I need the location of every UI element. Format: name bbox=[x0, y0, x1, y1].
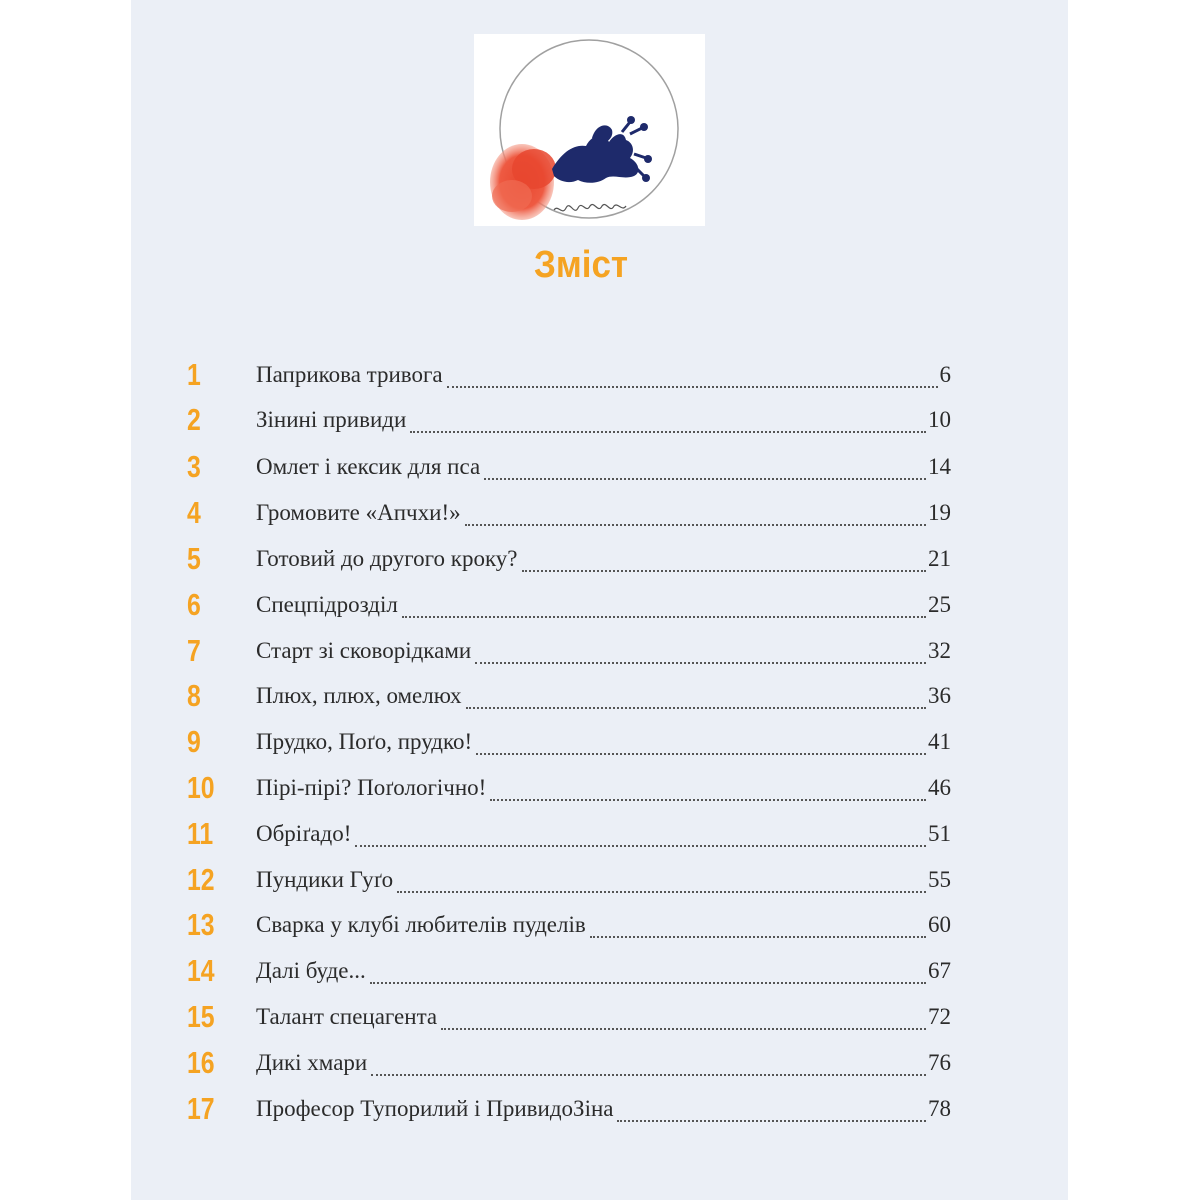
chapter-number: 3 bbox=[187, 449, 201, 484]
chapter-line bbox=[256, 585, 951, 625]
toc-entry bbox=[131, 768, 1068, 808]
toc-entry bbox=[131, 585, 1068, 625]
chapter-line bbox=[256, 860, 951, 900]
toc-entry bbox=[131, 905, 1068, 945]
ink-splash-circle-image bbox=[474, 34, 705, 226]
chapter-line bbox=[256, 905, 951, 945]
toc-entry bbox=[131, 722, 1068, 762]
chapter-page-number: 60 bbox=[928, 912, 951, 937]
toc-entry bbox=[131, 539, 1068, 579]
dot-leader bbox=[522, 570, 926, 572]
dot-leader bbox=[441, 1028, 926, 1030]
chapter-page-number: 51 bbox=[928, 821, 951, 846]
chapter-title: Зінині привиди bbox=[256, 407, 407, 432]
chapter-number: 7 bbox=[187, 633, 201, 668]
chapter-title: Пірі-пірі? Поґологічно! bbox=[256, 775, 487, 800]
toc-entry bbox=[131, 631, 1068, 671]
chapter-line bbox=[256, 951, 951, 991]
dot-leader bbox=[590, 936, 926, 938]
chapter-page-number: 41 bbox=[928, 729, 951, 754]
chapter-line bbox=[256, 1043, 951, 1083]
chapter-title: Талант спецагента bbox=[256, 1004, 438, 1029]
dot-leader bbox=[370, 982, 926, 984]
chapter-line bbox=[256, 355, 951, 395]
chapter-title: Сварка у клубі любителів пуделів bbox=[256, 912, 586, 937]
chapter-page-number: 78 bbox=[928, 1096, 951, 1121]
chapter-number: 13 bbox=[187, 907, 215, 942]
chapter-number: 1 bbox=[187, 357, 201, 392]
chapter-title: Прудко, Поґо, прудко! bbox=[256, 729, 473, 754]
chapter-page-number: 25 bbox=[928, 592, 951, 617]
dot-leader bbox=[371, 1074, 926, 1076]
chapter-number: 11 bbox=[187, 816, 214, 851]
toc-entry bbox=[131, 951, 1068, 991]
chapter-line bbox=[256, 447, 951, 487]
chapter-line bbox=[256, 997, 951, 1037]
chapter-title: Пундики Гуґо bbox=[256, 867, 394, 892]
chapter-page-number: 67 bbox=[928, 958, 951, 983]
chapter-line bbox=[256, 814, 951, 854]
chapter-title: Старт зі сковорідками bbox=[256, 638, 472, 663]
chapter-number: 8 bbox=[187, 678, 201, 713]
chapter-line bbox=[256, 768, 951, 808]
dot-leader bbox=[355, 845, 926, 847]
chapter-number: 12 bbox=[187, 862, 215, 897]
toc-entry bbox=[131, 493, 1068, 533]
chapter-page-number: 21 bbox=[928, 546, 951, 571]
dot-leader bbox=[397, 891, 926, 893]
toc-entry bbox=[131, 860, 1068, 900]
dot-leader bbox=[402, 616, 926, 618]
chapter-title: Омлет і кексик для пса bbox=[256, 454, 481, 479]
chapter-page-number: 10 bbox=[928, 407, 951, 432]
chapter-page-number: 36 bbox=[928, 683, 951, 708]
chapter-title: Спецпідрозділ bbox=[256, 592, 398, 617]
toc-entry bbox=[131, 447, 1068, 487]
chapter-number: 16 bbox=[187, 1045, 215, 1080]
toc-entry bbox=[131, 814, 1068, 854]
toc-entry bbox=[131, 400, 1068, 440]
chapter-number: 5 bbox=[187, 541, 201, 576]
dot-leader bbox=[484, 478, 926, 480]
chapter-page-number: 76 bbox=[928, 1050, 951, 1075]
toc-entry bbox=[131, 1089, 1068, 1129]
chapter-number: 10 bbox=[187, 770, 215, 805]
chapter-line bbox=[256, 676, 951, 716]
dot-leader bbox=[476, 753, 926, 755]
chapter-title: Обріґадо! bbox=[256, 821, 352, 846]
chapter-line bbox=[256, 1089, 951, 1129]
dot-leader bbox=[490, 799, 926, 801]
toc-entry bbox=[131, 997, 1068, 1037]
chapter-title: Готовий до другого кроку? bbox=[256, 546, 518, 571]
chapter-title: Громовите «Апчхи!» bbox=[256, 500, 461, 525]
chapter-title: Дикі хмари bbox=[256, 1050, 368, 1075]
chapter-page-number: 14 bbox=[928, 454, 951, 479]
dot-leader bbox=[465, 524, 926, 526]
chapter-title: Плюх, плюх, омелюх bbox=[256, 683, 462, 708]
chapter-line bbox=[256, 631, 951, 671]
dot-leader bbox=[475, 662, 926, 664]
chapter-number: 9 bbox=[187, 724, 201, 759]
chapter-number: 4 bbox=[187, 495, 201, 530]
chapter-title: Далі буде... bbox=[256, 958, 366, 983]
chapter-page-number: 6 bbox=[939, 362, 951, 387]
dot-leader bbox=[617, 1120, 926, 1122]
chapter-number: 17 bbox=[187, 1091, 215, 1126]
chapter-number: 6 bbox=[187, 587, 201, 622]
dot-leader bbox=[410, 431, 926, 433]
chapter-line bbox=[256, 539, 951, 579]
dot-leader bbox=[466, 707, 926, 709]
chapter-page-number: 32 bbox=[928, 638, 951, 663]
chapter-title: Паприкова тривога bbox=[256, 362, 443, 387]
toc-entry bbox=[131, 1043, 1068, 1083]
chapter-page-number: 19 bbox=[928, 500, 951, 525]
toc-entry bbox=[131, 676, 1068, 716]
chapter-number: 2 bbox=[187, 402, 201, 437]
dot-leader bbox=[447, 386, 938, 388]
chapter-line bbox=[256, 400, 951, 440]
toc-entry bbox=[131, 355, 1068, 395]
chapter-page-number: 72 bbox=[928, 1004, 951, 1029]
chapter-title: Професор Тупорилий і ПривидоЗіна bbox=[256, 1096, 614, 1121]
chapter-page-number: 46 bbox=[928, 775, 951, 800]
chapter-line bbox=[256, 722, 951, 762]
chapter-illustration bbox=[474, 34, 705, 226]
book-page bbox=[131, 0, 1068, 1200]
chapter-page-number: 55 bbox=[928, 867, 951, 892]
chapter-number: 15 bbox=[187, 999, 215, 1034]
page-title: Зміст bbox=[533, 244, 629, 286]
chapter-number: 14 bbox=[187, 953, 215, 988]
chapter-line bbox=[256, 493, 951, 533]
